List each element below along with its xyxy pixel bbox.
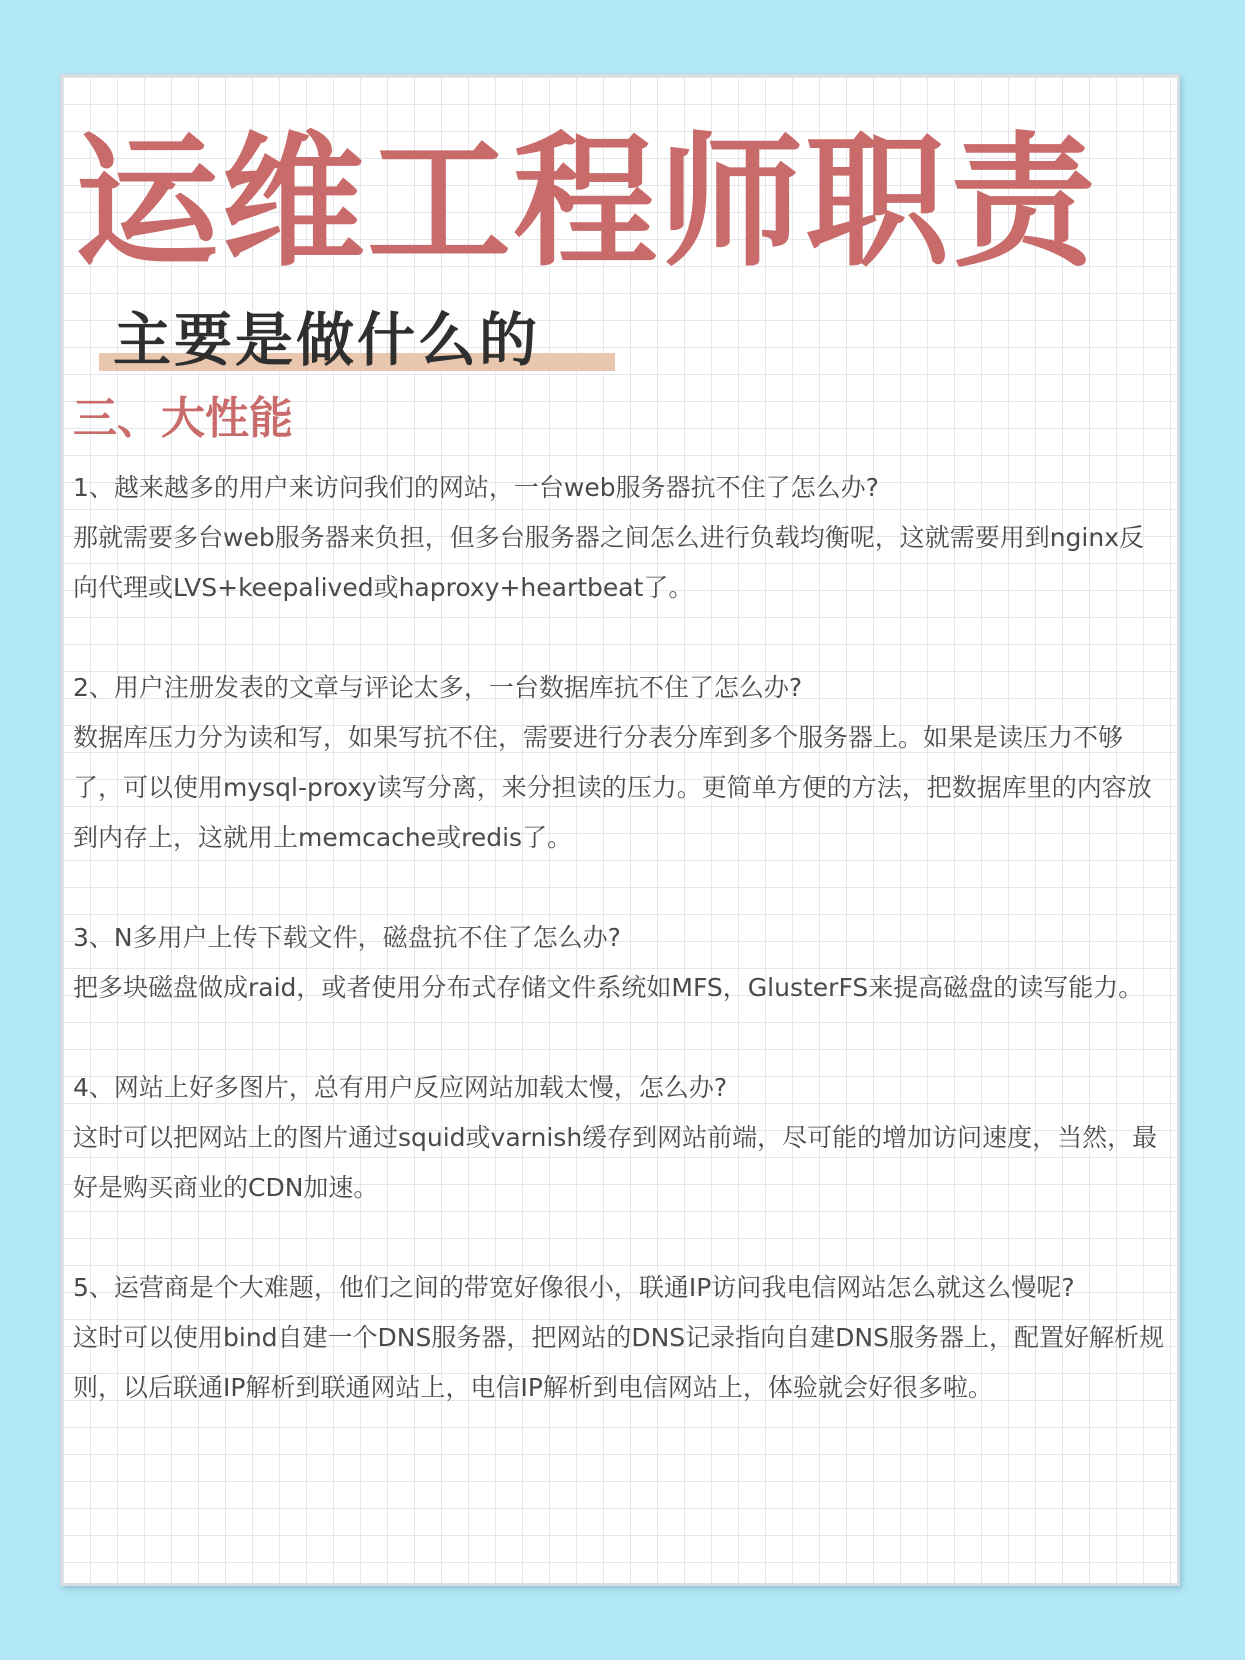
answer-text: 这时可以把网站上的图片通过squid或varnish缓存到网站前端，尽可能的增加访问速度，当然，最好是购买商业的CDN加速。 — [73, 1123, 1158, 1202]
question-text: 3、N多用户上传下载文件，磁盘抗不住了怎么办? — [73, 923, 621, 952]
answer-text: 这时可以使用bind自建一个DNS服务器，把网站的DNS记录指向自建DNS服务器上，配置好解析规则，以后联通IP解析到联通网站上，电信IP解析到电信网站上，体验就会好很多啦。 — [73, 1323, 1164, 1402]
qa-item-5 — [73, 1263, 1167, 1413]
qa-item-4 — [73, 1063, 1167, 1213]
subtitle-block — [99, 305, 615, 375]
qa-item-1 — [73, 463, 1167, 613]
answer-text: 把多块磁盘做成raid，或者使用分布式存储文件系统如MFS，GlusterFS来提高磁盘的读写能力。 — [73, 973, 1144, 1002]
qa-item-2 — [73, 663, 1167, 863]
question-text: 5、运营商是个大难题，他们之间的带宽好像很小，联通IP访问我电信网站怎么就这么慢呢? — [73, 1273, 1075, 1302]
grid-paper-card — [60, 74, 1180, 1586]
answer-text: 数据库压力分为读和写，如果写抗不住，需要进行分表分库到多个服务器上。如果是读压力不够了，可以使用mysql-proxy读写分离，来分担读的压力。更简单方便的方法，把数据库里的内容放到内存上，这就用上memcache或redis了。 — [73, 723, 1152, 852]
question-text: 2、用户注册发表的文章与评论太多，一台数据库抗不住了怎么办? — [73, 673, 803, 702]
answer-text: 那就需要多台web服务器来负担，但多台服务器之间怎么进行负载均衡呢，这就需要用到nginx反向代理或LVS+keepalived或haproxy+heartbeat了。 — [73, 523, 1144, 602]
page-title: 运维工程师职责 — [75, 118, 1098, 286]
qa-list — [73, 463, 1167, 1463]
page-subtitle: 主要是做什么的 — [113, 306, 541, 374]
section-heading: 三、大性能 — [73, 393, 293, 444]
qa-item-3 — [73, 913, 1167, 1013]
question-text: 1、越来越多的用户来访问我们的网站，一台web服务器抗不住了怎么办? — [73, 473, 879, 502]
question-text: 4、网站上好多图片，总有用户反应网站加载太慢，怎么办? — [73, 1073, 728, 1102]
